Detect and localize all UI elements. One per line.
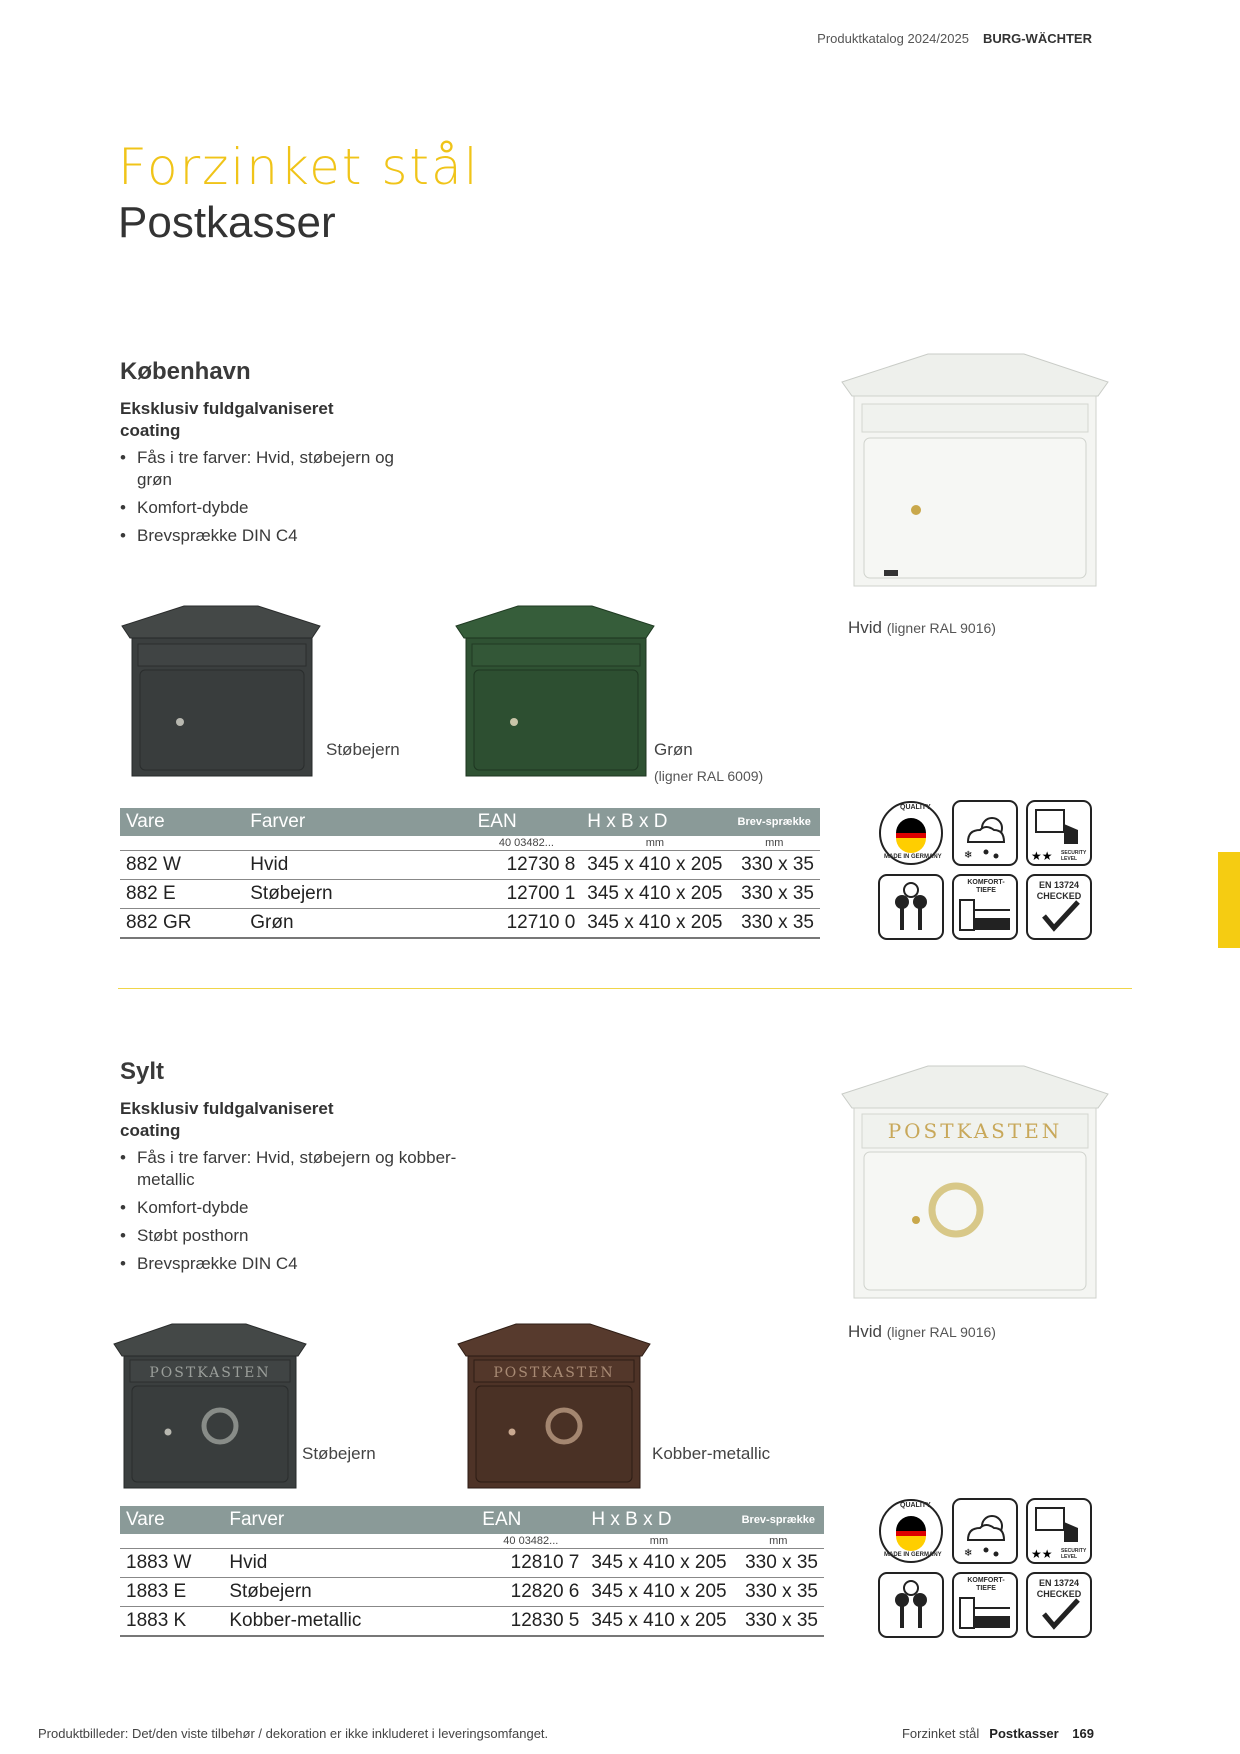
security-level-icon: ★★ SECURITY LEVEL <box>1026 1498 1092 1564</box>
catalog-label: Produktkatalog 2024/2025 <box>817 31 969 46</box>
table-header-row <box>120 1506 824 1534</box>
mailbox-image-green <box>452 604 660 780</box>
feature-item: • Fås i tre farver: Hvid, støbejern og grøn <box>120 447 420 491</box>
page-title-category: Postkasser <box>118 198 336 247</box>
weather-resistant-icon <box>952 1498 1018 1564</box>
en-13724-checked-icon: EN 13724 CHECKED <box>1026 1572 1092 1638</box>
quality-made-in-germany-icon: QUALITY MADE IN GERMANY <box>878 800 944 866</box>
unit-ean-prefix: 40 03482... <box>476 1534 585 1549</box>
table-units-row: 40 03482... mm mm <box>120 836 820 851</box>
side-tab-marker <box>1218 852 1240 948</box>
section-title-kobenhavn: København <box>120 358 251 385</box>
table-row: 882 GR Grøn 12710 0 345 x 410 x 205 330 x 35 <box>120 909 820 939</box>
unit-ean-prefix: 40 03482... <box>472 836 582 851</box>
section-title-sylt: Sylt <box>120 1058 165 1085</box>
keys-icon <box>878 1572 944 1638</box>
table-row: 882 W Hvid 12730 8 345 x 410 x 205 330 x 35 <box>120 851 820 880</box>
section-divider <box>118 988 1132 989</box>
mailbox-image-cast-iron <box>118 604 326 780</box>
page-header <box>817 31 1092 46</box>
caption-white: Hvid (ligner RAL 9016) <box>848 618 996 637</box>
komfort-tiefe-icon: KOMFORT-TIEFE <box>952 1572 1018 1638</box>
col-header-item: Vare <box>120 1506 223 1534</box>
table-row: 1883 K Kobber-metallic 12830 5 345 x 410 x 205 330 x 35 <box>120 1607 824 1637</box>
mailbox-image-white <box>836 352 1114 592</box>
col-header-ean: EAN <box>476 1506 585 1534</box>
table-row: 1883 E Støbejern 12820 6 345 x 410 x 205 330 x 35 <box>120 1578 824 1607</box>
feature-item: • Komfort-dybde <box>120 497 420 519</box>
table-row: 882 E Støbejern 12700 1 345 x 410 x 205 330 x 35 <box>120 880 820 909</box>
col-header-colors: Farver <box>223 1506 476 1534</box>
table-units-row: 40 03482... mm mm <box>120 1534 824 1549</box>
feature-item: • Brevsprække DIN C4 <box>120 525 420 547</box>
weather-resistant-icon <box>952 800 1018 866</box>
col-header-item: Vare <box>120 808 244 836</box>
feature-item: • Komfort-dybde <box>120 1197 460 1219</box>
footer-note: Produktbilleder: Det/den viste tilbehør / dekoration er ikke inkluderet i leveringsomfanget. <box>38 1726 549 1741</box>
caption-cast-iron: Støbejern <box>326 740 400 759</box>
col-header-dimensions: H x B x D <box>585 1506 732 1534</box>
caption-white: Hvid (ligner RAL 9016) <box>848 1322 996 1341</box>
postkasten-lettering: POSTKASTEN <box>887 1119 1063 1143</box>
caption-green-note: (ligner RAL 6009) <box>654 768 764 784</box>
section-subtitle: Eksklusiv fuldgalvaniseret coating <box>120 399 334 440</box>
feature-list <box>120 447 420 553</box>
postkasten-lettering: POSTKASTEN <box>149 1365 271 1381</box>
caption-cast-iron: Støbejern <box>302 1444 376 1463</box>
brand-label: BURG-WÄCHTER <box>982 31 1092 46</box>
spec-table <box>120 808 820 939</box>
feature-item: • Fås i tre farver: Hvid, støbejern og kobber-metallic <box>120 1147 460 1191</box>
feature-list <box>120 1147 460 1281</box>
page-number: 169 <box>1072 1726 1094 1741</box>
mailbox-image-cast-iron-sylt <box>110 1322 310 1492</box>
table-header-row <box>120 808 820 836</box>
svg-text:❄: ❄ <box>964 1548 973 1559</box>
col-header-slot: Brev-sprække <box>733 1506 824 1534</box>
footer-page-info: Forzinket stål Postkasser 169 <box>901 1726 1094 1741</box>
keys-icon <box>878 874 944 940</box>
section-subtitle: Eksklusiv fuldgalvaniseret coating <box>120 1099 334 1140</box>
svg-text:★★: ★★ <box>1031 849 1053 863</box>
spec-table <box>120 1506 824 1637</box>
mailbox-image-white-sylt <box>836 1064 1114 1304</box>
quality-made-in-germany-icon: QUALITY MADE IN GERMANY <box>878 1498 944 1564</box>
caption-green: Grøn <box>654 740 693 759</box>
svg-text:❄: ❄ <box>964 850 973 861</box>
col-header-ean: EAN <box>472 808 582 836</box>
en-13724-checked-icon: EN 13724 CHECKED <box>1026 874 1092 940</box>
feature-item: • Støbt posthorn <box>120 1225 460 1247</box>
feature-item: • Brevsprække DIN C4 <box>120 1253 460 1275</box>
svg-text:★★: ★★ <box>1031 1547 1053 1561</box>
postkasten-lettering: POSTKASTEN <box>493 1365 615 1381</box>
page-title-material: Forzinket stål <box>118 138 480 196</box>
table-row: 1883 W Hvid 12810 7 345 x 410 x 205 330 x 35 <box>120 1549 824 1578</box>
col-header-dimensions: H x B x D <box>581 808 728 836</box>
komfort-tiefe-icon: KOMFORT-TIEFE <box>952 874 1018 940</box>
security-level-icon: ★★ SECURITY LEVEL <box>1026 800 1092 866</box>
col-header-colors: Farver <box>244 808 471 836</box>
caption-copper: Kobber-metallic <box>652 1444 771 1463</box>
col-header-slot: Brev-sprække <box>728 808 820 836</box>
mailbox-image-copper-sylt <box>454 1322 654 1492</box>
